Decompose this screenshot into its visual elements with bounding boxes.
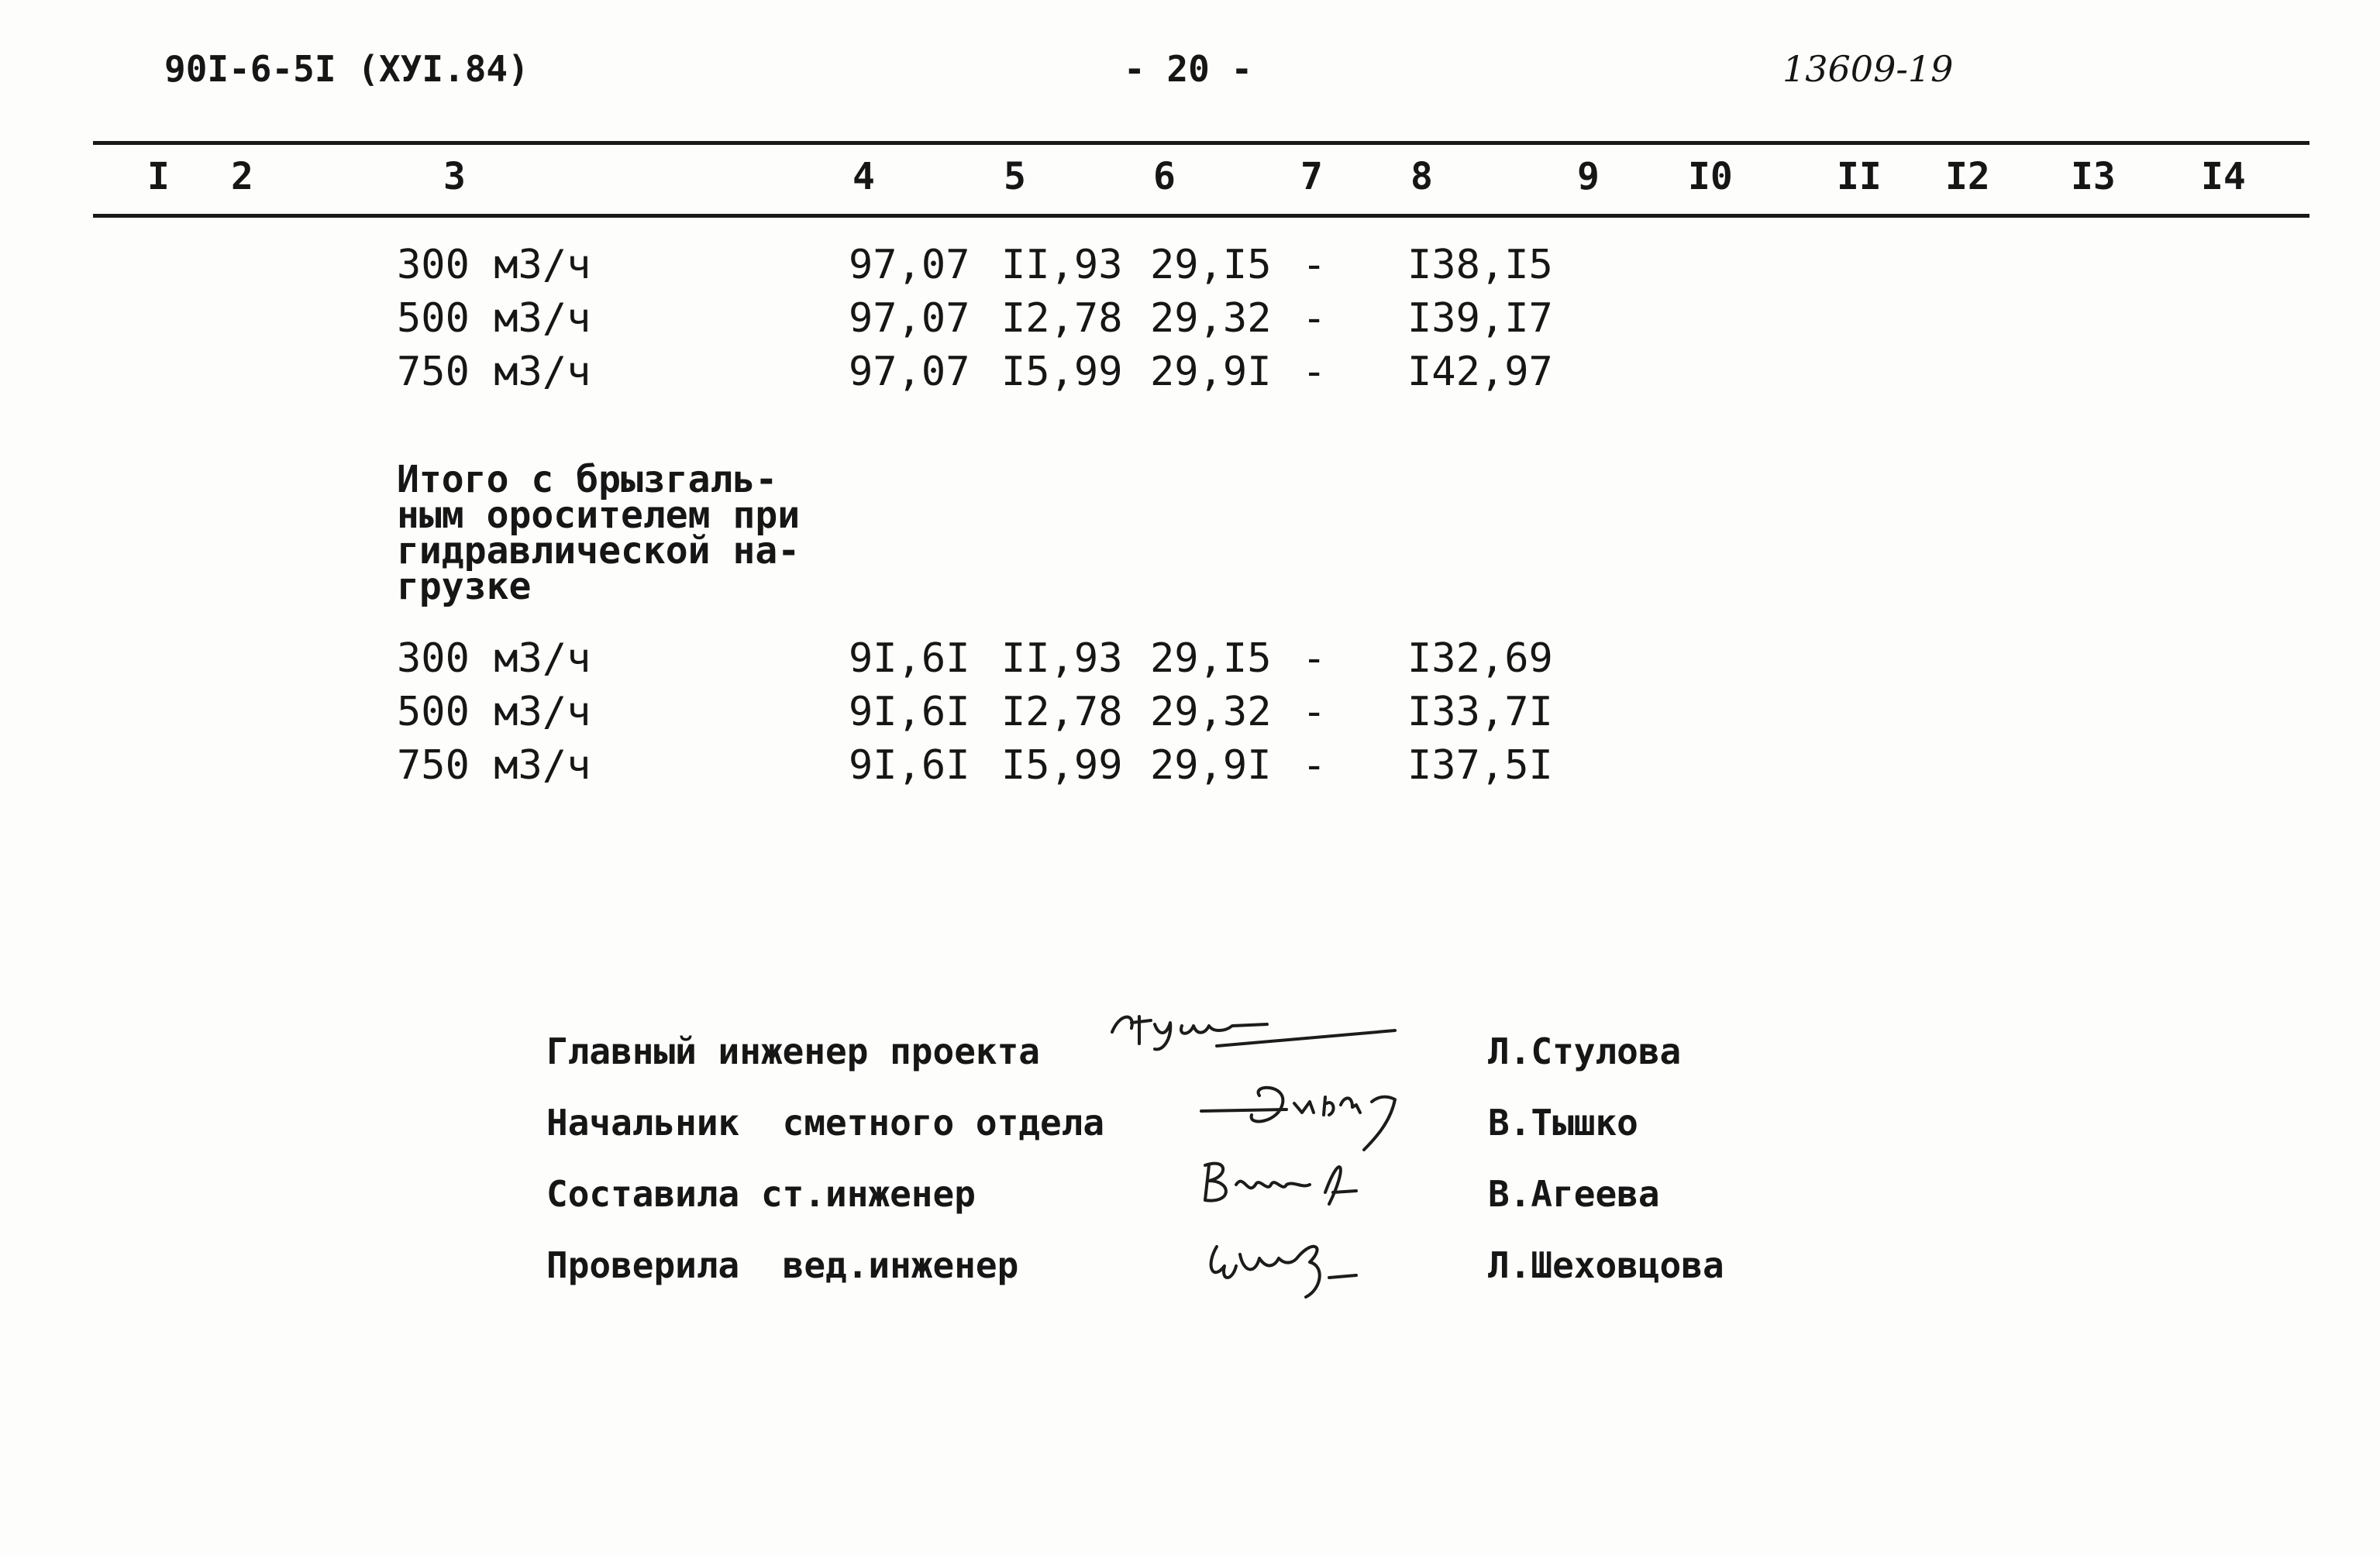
cell-col-8: I33,7I (1407, 689, 1553, 735)
page-number: - 20 - (1124, 48, 1253, 90)
column-number: 7 (1300, 155, 1323, 198)
row-label: 300 м3/ч (397, 242, 591, 288)
signer-role: Проверила вед.инженер (546, 1244, 1019, 1286)
cell-col-7: - (1302, 295, 1327, 342)
cell-col-7: - (1302, 242, 1327, 288)
cell-col-7: - (1302, 635, 1327, 682)
cell-col-8: I39,I7 (1407, 295, 1553, 342)
column-number: 9 (1577, 155, 1600, 198)
column-number: I (147, 155, 170, 198)
cell-col-5: I2,78 (1001, 295, 1123, 342)
handwritten-signature (1108, 1009, 1418, 1087)
signer-name: Л.Стулова (1488, 1030, 1682, 1072)
column-number: 4 (852, 155, 875, 198)
column-number: I2 (1945, 155, 1990, 198)
signer-role: Главный инженер проекта (546, 1030, 1040, 1072)
cell-col-8: I42,97 (1407, 349, 1553, 395)
signer-name: В.Агеева (1488, 1173, 1660, 1215)
cell-col-4: 9I,6I (849, 689, 970, 735)
row-label: 300 м3/ч (397, 635, 591, 682)
cell-col-7: - (1302, 349, 1327, 395)
handwritten-signature (1197, 1235, 1383, 1313)
cell-col-6: 29,32 (1150, 689, 1272, 735)
cell-col-7: - (1302, 742, 1327, 789)
header-bottom-rule (93, 214, 2309, 218)
signer-role: Составила ст.инженер (546, 1173, 976, 1215)
signer-name: Л.Шеховцова (1488, 1244, 1724, 1286)
column-number: 8 (1410, 155, 1433, 198)
cell-col-4: 97,07 (849, 242, 970, 288)
column-number: II (1837, 155, 1882, 198)
cell-col-5: II,93 (1001, 242, 1123, 288)
cell-col-5: I5,99 (1001, 349, 1123, 395)
document-code: 90I-6-5I (XУI.84) (164, 48, 529, 90)
total-subheading: Итого с брызгаль- ным оросителем при гидравлической на- грузке (397, 458, 801, 608)
signer-role: Начальник сметного отдела (546, 1102, 1105, 1144)
cell-col-6: 29,9I (1150, 349, 1272, 395)
column-number: 2 (231, 155, 253, 198)
row-label: 500 м3/ч (397, 295, 591, 342)
cell-col-6: 29,32 (1150, 295, 1272, 342)
cell-col-4: 9I,6I (849, 635, 970, 682)
cell-col-5: I5,99 (1001, 742, 1123, 789)
top-rule (93, 141, 2309, 145)
column-number: I3 (2071, 155, 2116, 198)
row-label: 750 м3/ч (397, 742, 591, 789)
column-number: 5 (1004, 155, 1026, 198)
cell-col-8: I32,69 (1407, 635, 1553, 682)
column-number: I4 (2201, 155, 2246, 198)
cell-col-8: I38,I5 (1407, 242, 1553, 288)
signer-name: В.Тышко (1488, 1102, 1638, 1144)
column-number: 3 (443, 155, 466, 198)
row-label: 500 м3/ч (397, 689, 591, 735)
cell-col-5: I2,78 (1001, 689, 1123, 735)
handwritten-signature (1193, 1158, 1379, 1228)
archive-number: 13609-19 (1782, 48, 1954, 90)
row-label: 750 м3/ч (397, 349, 591, 395)
cell-col-7: - (1302, 689, 1327, 735)
column-number: I0 (1688, 155, 1733, 198)
cell-col-6: 29,9I (1150, 742, 1272, 789)
column-number: 6 (1153, 155, 1176, 198)
cell-col-6: 29,I5 (1150, 242, 1272, 288)
cell-col-4: 9I,6I (849, 742, 970, 789)
cell-col-5: II,93 (1001, 635, 1123, 682)
cell-col-8: I37,5I (1407, 742, 1553, 789)
cell-col-4: 97,07 (849, 349, 970, 395)
cell-col-6: 29,I5 (1150, 635, 1272, 682)
cell-col-4: 97,07 (849, 295, 970, 342)
